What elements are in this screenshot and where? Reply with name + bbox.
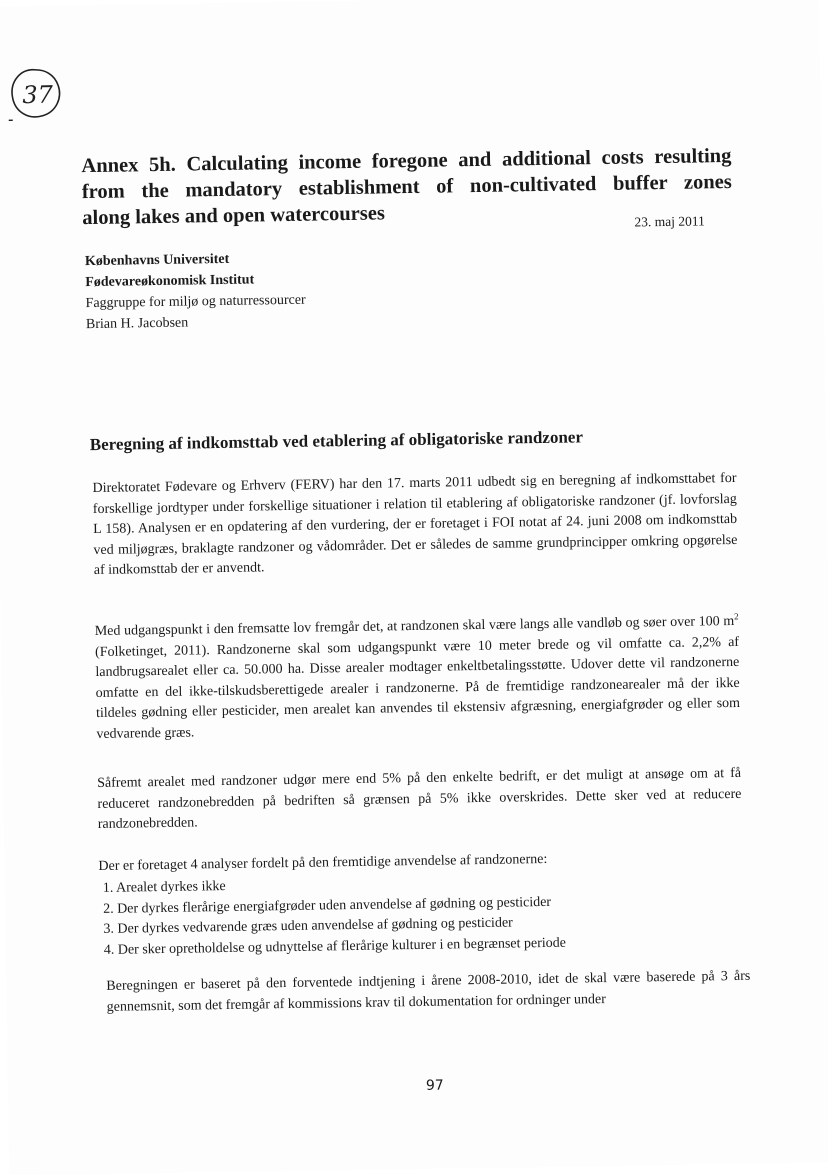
- paragraph-five-percent-rule: Såfremt arealet med randzoner udgør mere end 5% på den enkelte bedrift, er det muligt at ansøge om at få reduceret randzonebredden på bedriften så grænsen på 5% ikke overskrides. Dette sker ved at reducere randzonebredden.: [97, 765, 742, 833]
- list-item: 3. Der dyrkes vedvarende græs uden anvendelse af gødning og pesticider: [103, 915, 513, 938]
- university-name: Københavns Universitet: [84, 251, 230, 270]
- institute-name: Fødevareøkonomisk Institut: [85, 272, 255, 291]
- research-group: Faggruppe for miljø og naturressourcer: [85, 292, 306, 312]
- page-number: 97: [425, 1077, 444, 1094]
- superscript-squared: 2: [734, 611, 739, 622]
- document-date: 23. maj 2011: [634, 213, 705, 230]
- author-name: Brian H. Jacobsen: [85, 315, 189, 333]
- list-item: 4. Der sker opretholdelse og udnyttelse af flerårige kulturer i en begrænset periode: [103, 935, 567, 958]
- section-heading: Beregning af indkomsttab ved etablering af obligatoriske randzoner: [89, 427, 584, 455]
- institution-block: [85, 248, 306, 335]
- paragraph-buffer-zone-law-part-a: Med udgangspunkt i den fremsatte lov fremgår det, at randzonen skal være langs alle vandløb og søer over 100 m: [94, 613, 735, 640]
- annex-title-line-2: from the mandatory establishment of non-cultivated buffer zones: [81, 170, 732, 204]
- handwritten-page-mark: [6, 63, 65, 124]
- paragraph-ferv-request: Direktoratet Fødevare og Erhverv (FERV) har den 17. marts 2011 udbedt sig en beregning af indkomsttabet for forskellige jordtyper under forskellige situationer i relation til etablering af obligatoriske randzoner (jf. lovforslag L 158). Analysen er en opdatering af den vurdering, der er foretaget i FOI notat af 24. juni 2008 om indkomsttab ved miljøgræs, braklagte randzoner og vådområder. Det er således de samme grundprincipper omkring opgørelse af indkomsttab der er anvendt.: [92, 470, 738, 579]
- handwritten-mark-label: 37: [22, 80, 54, 110]
- paragraph-buffer-zone-law-part-b: (Folketinget, 2011). Randzonerne skal som udgangspunkt være 10 meter brede og vil omfatte ca. 2,2% af landbrugsarealet eller ca. 50.000 ha. Disse arealer modtager enkeltbetalingsstøtte. Udover dette vil randzonerne omfatte en del ikke-tilskudsberettigede arealer i randzonerne. På de fremtidige randzonearealer må der ikke tildeles gødning eller pesticider, men arealet kan anvendes til ekstensiv afgræsning, energiafgrøder og eller som vedvarende græs.: [94, 634, 741, 742]
- paragraph-calculation-basis: Beregningen er baseret på den forventede indtjening i årene 2008-2010, idet de skal være baserede på 3 års gennemsnit, som det fremgår af kommissions krav til dokumentation for ordninger under: [106, 968, 751, 1015]
- annex-title-line-1: Annex 5h. Calculating income foregone and additional costs resulting: [81, 144, 732, 178]
- paragraph-analysis-intro: Der er foretaget 4 analyser fordelt på den fremtidige anvendelse af randzonerne:: [98, 851, 548, 874]
- paragraph-buffer-zone-law: [95, 612, 741, 746]
- annex-title-line-3: along lakes and open watercourses: [82, 202, 386, 230]
- list-item: 1. Arealet dyrkes ikke: [102, 878, 226, 896]
- analysis-list: [103, 872, 566, 962]
- list-item: 2. Der dyrkes flerårige energiafgrøder uden anvendelse af gødning og pesticider: [103, 894, 552, 917]
